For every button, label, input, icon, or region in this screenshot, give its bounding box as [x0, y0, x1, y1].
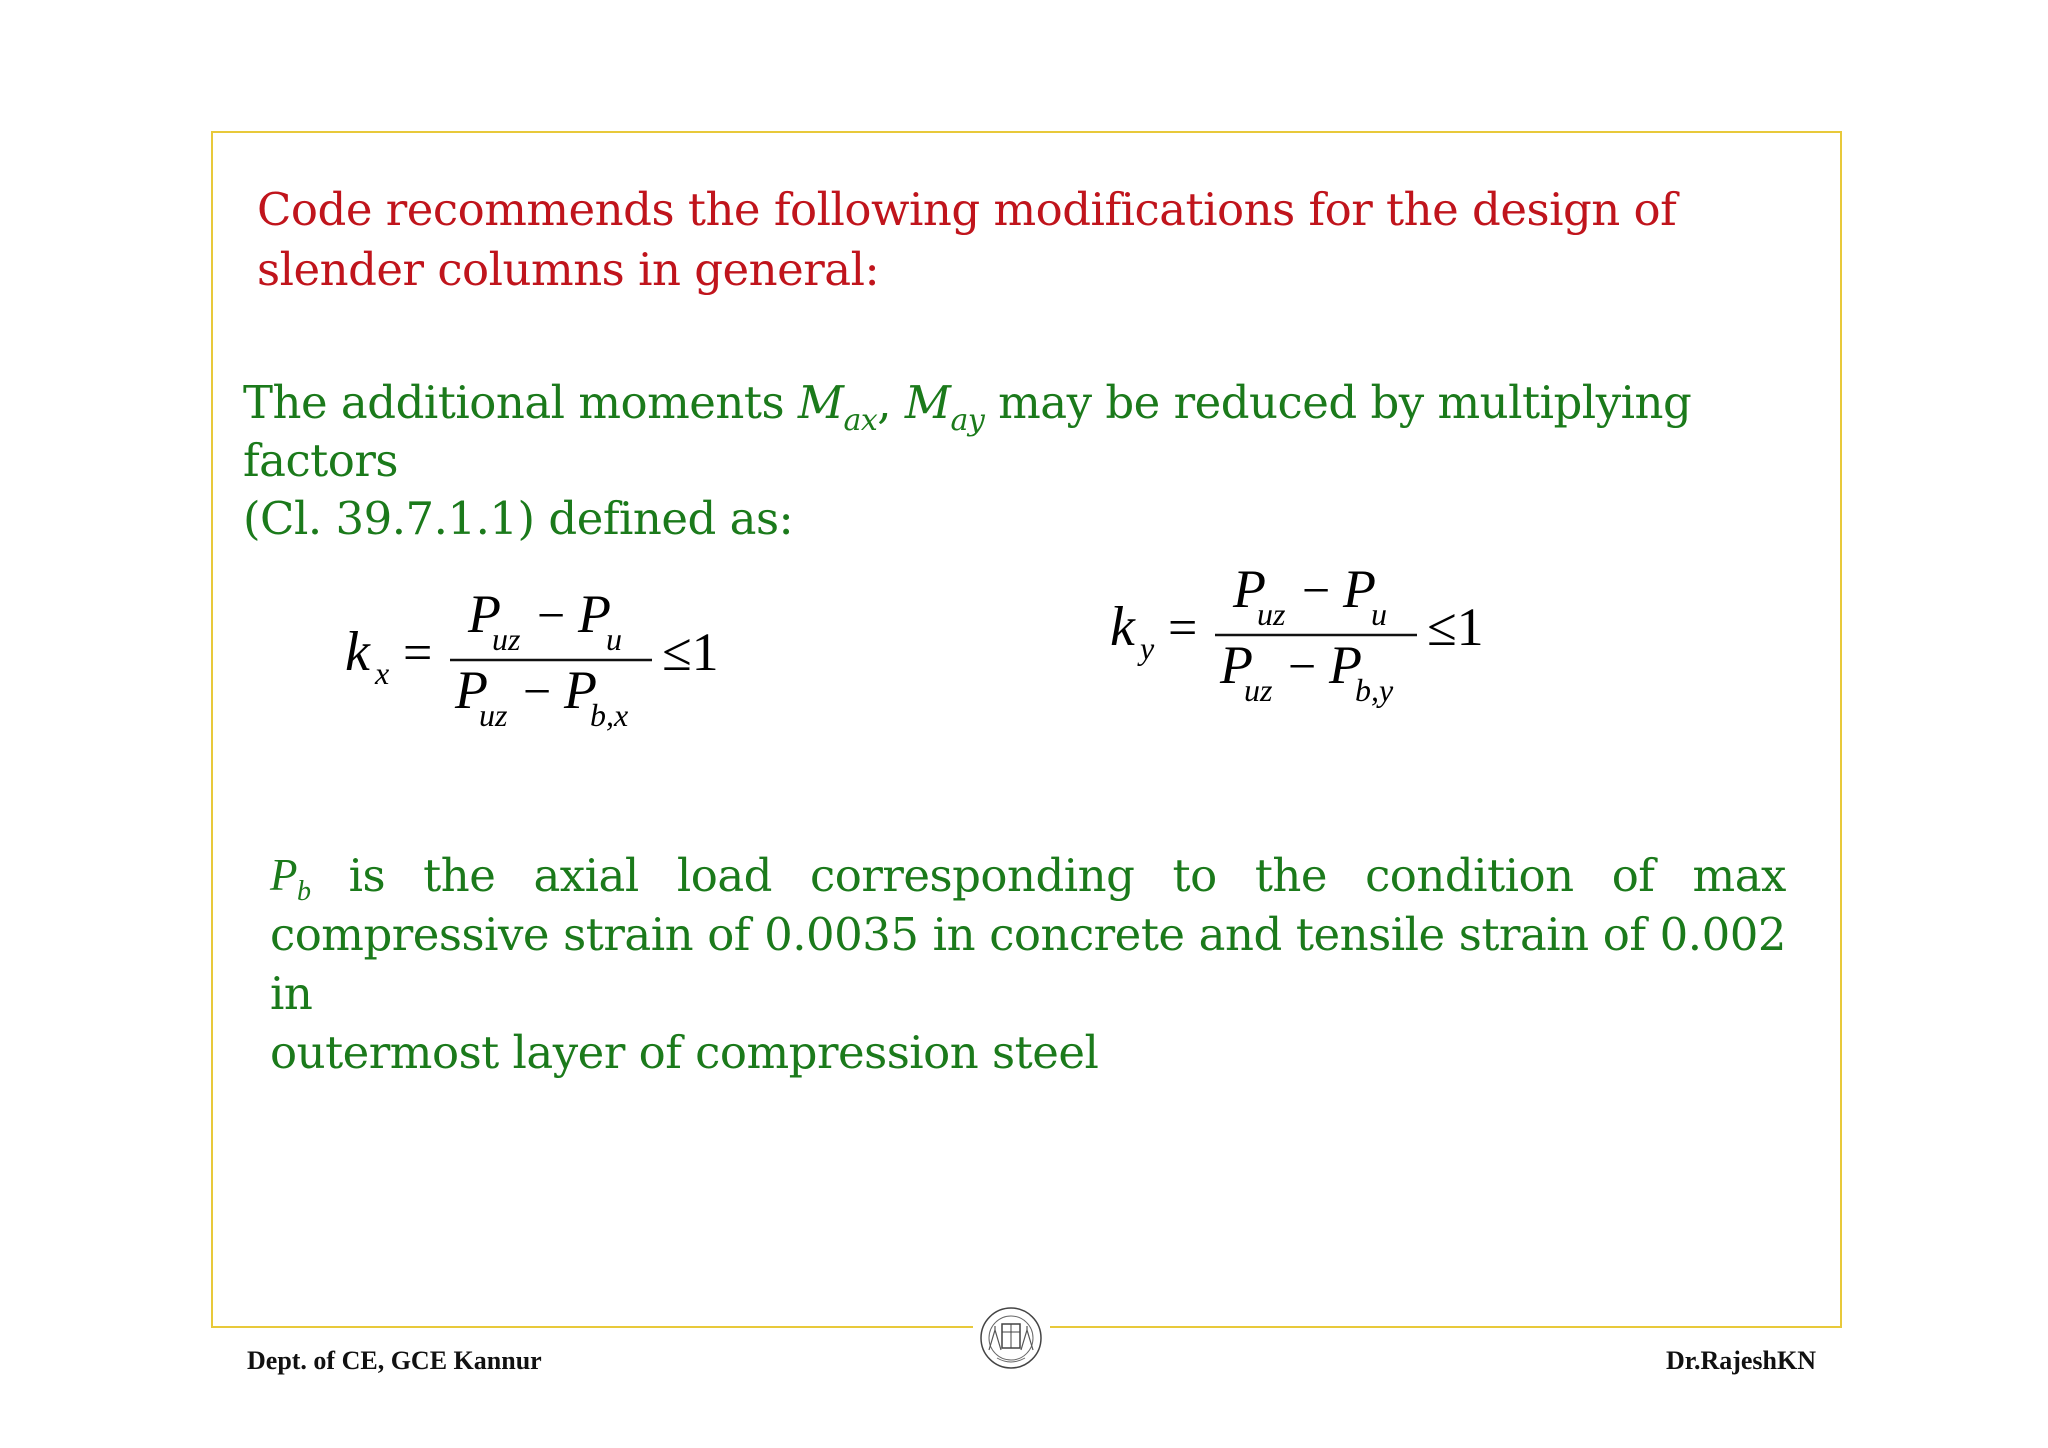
definition-word: corresponding [810, 849, 1135, 902]
ky-rel: ≤1 [1427, 597, 1484, 657]
moment-may: $M_{ay}$ [904, 376, 985, 438]
ky-num-p2-sub: u [1371, 596, 1387, 632]
ky-lhs-sub: y [1140, 630, 1155, 666]
formula-kx [330, 580, 750, 765]
definition-word: to [1172, 849, 1217, 902]
formula-ky [1095, 555, 1515, 740]
heading-line-1: Code recommends the following modifications for the design of [257, 183, 1677, 236]
formula-kx-svg [330, 580, 750, 760]
kx-rel: ≤1 [662, 622, 719, 682]
intro-text-before: The additional moments [243, 376, 798, 429]
kx-den-p2-sub: b,x [590, 697, 629, 733]
ky-den-p1: P [1220, 635, 1253, 695]
kx-den-p1: P [455, 660, 488, 720]
heading-line-2: slender columns in general: [257, 243, 880, 296]
definition-line-2: compressive strain of 0.0035 in concrete and tensile strain of 0.002 in [270, 908, 1786, 1020]
kx-num-p2-sub: u [606, 621, 622, 657]
intro-paragraph [243, 374, 1823, 548]
ky-den-p2: P [1329, 635, 1362, 695]
kx-lhs: k [345, 621, 370, 683]
kx-num-minus: − [537, 587, 566, 643]
ky-num-minus: − [1302, 562, 1331, 618]
definition-word: the [423, 849, 496, 902]
ky-den-p2-sub: b,y [1355, 672, 1394, 708]
moment-max: $M_{ax}$ [797, 376, 878, 438]
kx-num-p1: P [468, 584, 501, 644]
definition-word: load [676, 849, 772, 902]
kx-num-p1-sub: uz [492, 621, 521, 657]
formula-ky-svg [1095, 555, 1515, 735]
kx-lhs-sub: x [375, 655, 390, 691]
kx-den-p2: P [564, 660, 597, 720]
definition-word: is [348, 849, 386, 902]
kx-den-minus: − [523, 663, 552, 719]
intro-text-after: may be reduced by multiplying factors [243, 376, 1692, 487]
ky-lhs: k [1110, 596, 1135, 658]
kx-den-p1-sub: uz [479, 697, 508, 733]
kx-equals: = [403, 625, 433, 682]
definition-line-3: outermost layer of compression steel [270, 1026, 1099, 1079]
footer-department: Dept. of CE, GCE Kannur [247, 1346, 542, 1375]
ky-equals: = [1168, 600, 1198, 657]
definition-word: of [1611, 849, 1655, 902]
frame-bottom-rule-right [1050, 1326, 1842, 1328]
slide-heading [257, 180, 1757, 300]
definition-paragraph [270, 846, 1786, 1082]
footer-author: Dr.RajeshKN [1666, 1346, 1816, 1375]
college-logo-icon [975, 1300, 1047, 1382]
definition-word: max [1692, 849, 1786, 902]
ky-num-p1-sub: uz [1257, 596, 1286, 632]
frame-bottom-rule-left [211, 1326, 973, 1328]
definition-word: the [1254, 849, 1328, 902]
kx-num-p2: P [578, 584, 611, 644]
definition-line-1 [270, 846, 1786, 905]
definition-word: axial [533, 849, 639, 902]
intro-line-1 [243, 374, 1823, 490]
ky-den-p1-sub: uz [1244, 672, 1273, 708]
definition-word: condition [1365, 849, 1574, 902]
intro-comma: , [877, 376, 905, 429]
ky-num-p2: P [1343, 559, 1376, 619]
ky-den-minus: − [1288, 638, 1317, 694]
pb-symbol: $P_b$ [270, 850, 311, 907]
ky-num-p1: P [1233, 559, 1266, 619]
intro-line-2: (Cl. 39.7.1.1) defined as: [243, 492, 794, 545]
